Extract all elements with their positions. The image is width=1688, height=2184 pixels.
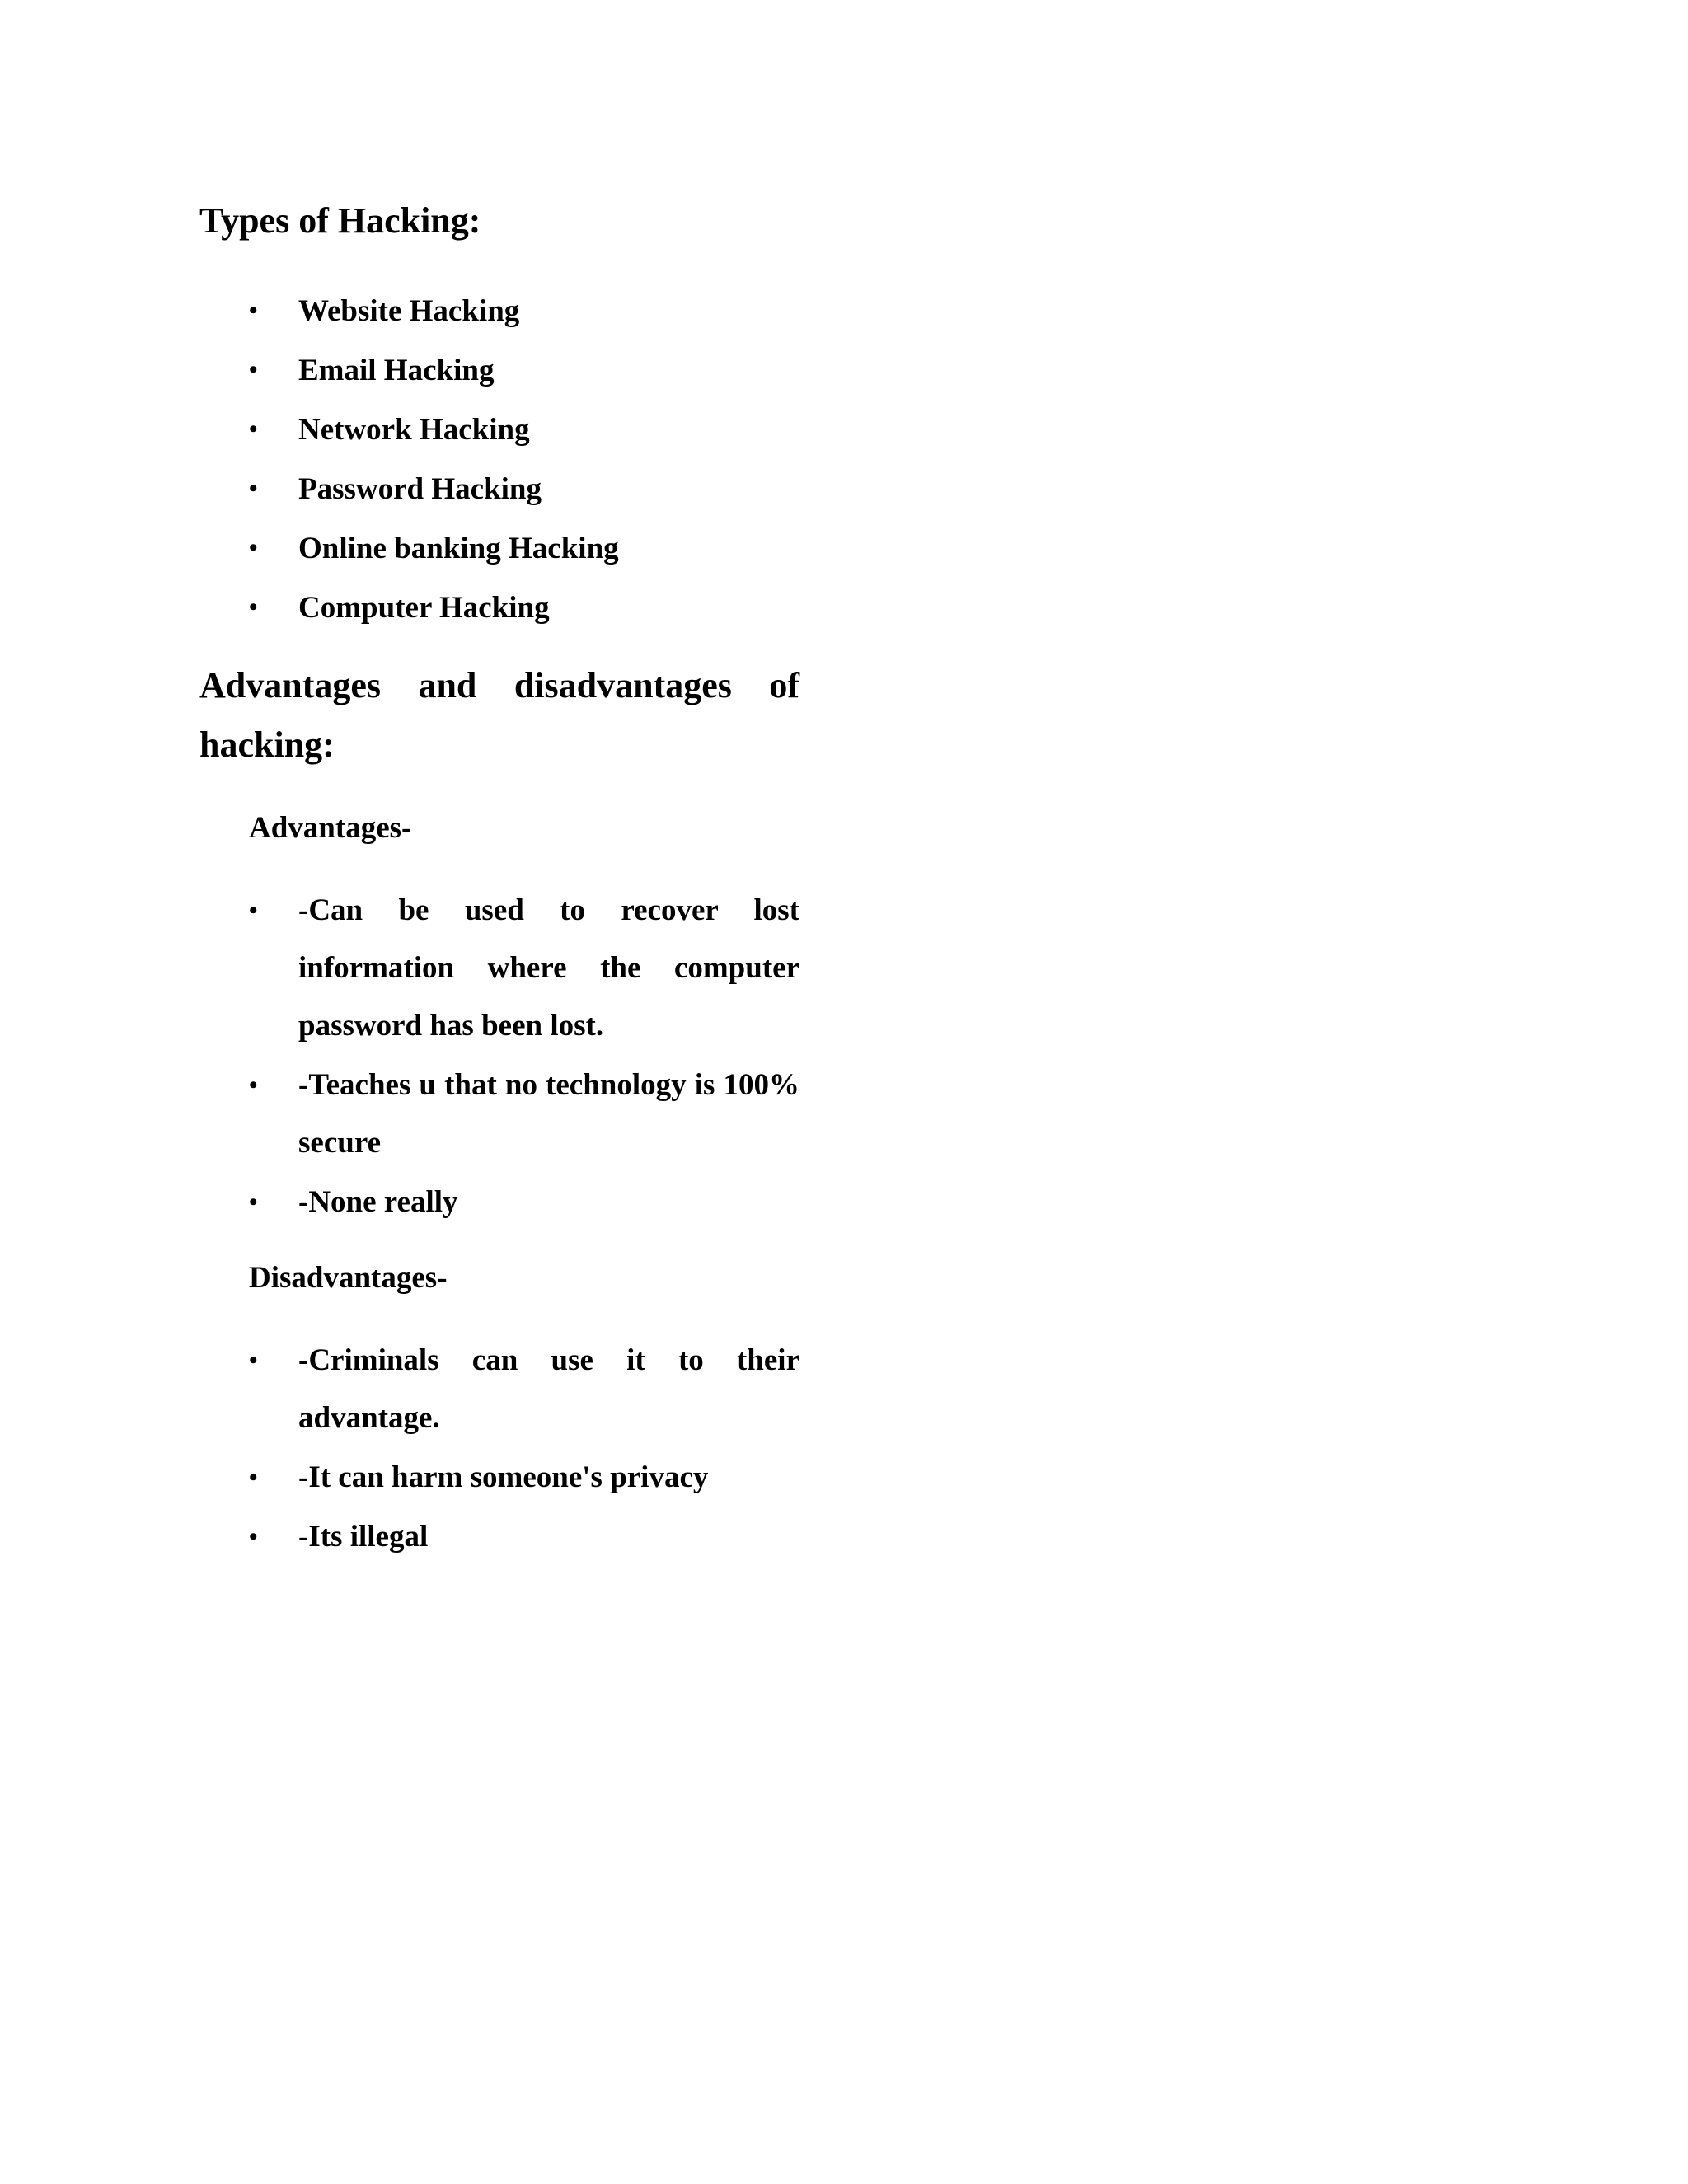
list-item-text: Email Hacking [298, 354, 495, 387]
bullet-icon: • [249, 897, 258, 924]
text-column [199, 191, 799, 1568]
advantages-label-wrap [199, 799, 799, 857]
list-item-text: -It can harm someone's privacy [298, 1460, 709, 1494]
list-item-text: Online banking Hacking [298, 532, 619, 565]
types-list [199, 282, 799, 638]
list-item [199, 1449, 799, 1507]
disadvantages-list [199, 1332, 799, 1566]
bullet-icon: • [249, 415, 258, 443]
list-item-text: Website Hacking [298, 294, 520, 328]
list-item [199, 1508, 799, 1566]
bullet-icon: • [249, 475, 258, 502]
list-item-text: Computer Hacking [298, 591, 550, 625]
list-item [199, 1332, 799, 1447]
disadvantages-label: Disadvantages- [249, 1261, 448, 1295]
bullet-icon: • [249, 1347, 258, 1374]
types-of-hacking-heading: Types of Hacking: [199, 200, 481, 241]
list-item-text: -Teaches u that no technology is 100% secure [298, 1068, 799, 1160]
bullet-icon: • [249, 1188, 258, 1216]
list-item-text: -Criminals can use it to their advantage. [298, 1343, 799, 1435]
list-item [199, 341, 799, 401]
list-item [199, 1174, 799, 1231]
bullet-icon: • [249, 1071, 258, 1099]
bullet-icon: • [249, 297, 258, 324]
list-item-text: -Can be used to recover lost information where the computer password has been lost. [298, 893, 799, 1043]
bullet-icon: • [249, 1523, 258, 1550]
advantages-list [199, 882, 799, 1231]
list-item-text: -Its illegal [298, 1520, 429, 1554]
list-item-text: Network Hacking [298, 413, 530, 447]
bullet-icon: • [249, 534, 258, 561]
advantages-disadvantages-heading: Advantages and disadvantages of hacking: [199, 665, 799, 765]
list-item-text: -None really [298, 1185, 458, 1219]
list-item [199, 1057, 799, 1172]
list-item [199, 882, 799, 1055]
list-item-text: Password Hacking [298, 472, 542, 506]
list-item [199, 401, 799, 460]
list-item [199, 282, 799, 341]
disadvantages-label-wrap [199, 1249, 799, 1307]
list-item [199, 579, 799, 638]
bullet-icon: • [249, 1464, 258, 1491]
list-item [199, 519, 799, 579]
bullet-icon: • [249, 593, 258, 621]
list-item [199, 460, 799, 519]
advantages-label: Advantages- [249, 811, 412, 845]
bullet-icon: • [249, 356, 258, 383]
